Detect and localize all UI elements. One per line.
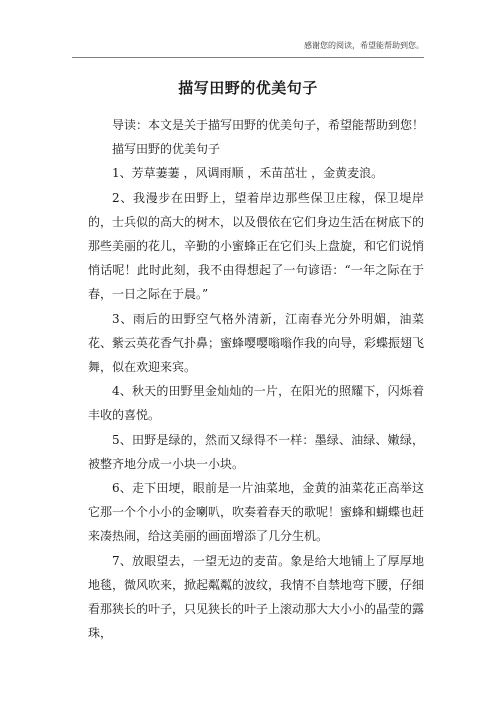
section-heading: 描写田野的优美句子	[112, 142, 221, 157]
paragraph: 1、芳草萋萋 ，风调雨顺 ，禾苗茁壮 ，金黄麦浪。	[112, 166, 384, 181]
document-title: 描写田野的优美句子	[178, 79, 318, 97]
header-note: 感谢您的阅读，希望能帮助到您。	[304, 41, 424, 50]
intro-paragraph: 导读：本文是关于描写田野的优美句子，希望能帮助到您！	[112, 118, 425, 132]
paragraph: 6、走下田埂，眼前是一片油菜地，金黄的油菜花正高举这它那一个个小小的金喇叭，吹奏着春天的歌呢！蜜蜂和蝴蝶也赶来凑热闹，给这美丽的画面增添了几分生机。	[88, 481, 425, 544]
paragraph: 4、秋天的田野里金灿灿的一片，在阳光的照耀下，闪烁着丰收的喜悦。	[88, 384, 424, 423]
paragraph: 7、放眼望去，一望无边的麦苗。象是给大地铺上了厚厚地地毯，微风吹来，掀起粼粼的波纹，我情不自禁地弯下腰，仔细看那狭长的叶子，只见狭长的叶子上滚动那大大小小的晶莹的露珠，	[88, 553, 425, 641]
header-divider	[72, 57, 424, 58]
paragraph: 2、我漫步在田野上，望着岸边那些保卫庄稼，保卫堤岸的，士兵似的高大的树木，以及偎依在它们身边生活在树底下的那些美丽的花儿，辛勤的小蜜蜂正在它们头上盘旋，和它们说悄悄话呢！此时此刻，我不由得想起了一句谚语：“一年之际在于春，一日之际在于晨。”	[88, 190, 425, 302]
paragraph: 5、田野是绿的，然而又绿得不一样：墨绿、油绿、嫩绿，被整齐地分成一小块一小块。	[88, 432, 424, 471]
paragraph: 3、雨后的田野空气格外清新，江南春光分外明媚，油菜花、紫云英花香气扑鼻；蜜蜂嘤嘤嗡嗡作我的向导，彩蝶振翅飞舞，似在欢迎来宾。	[88, 311, 425, 375]
document-body	[88, 113, 424, 645]
